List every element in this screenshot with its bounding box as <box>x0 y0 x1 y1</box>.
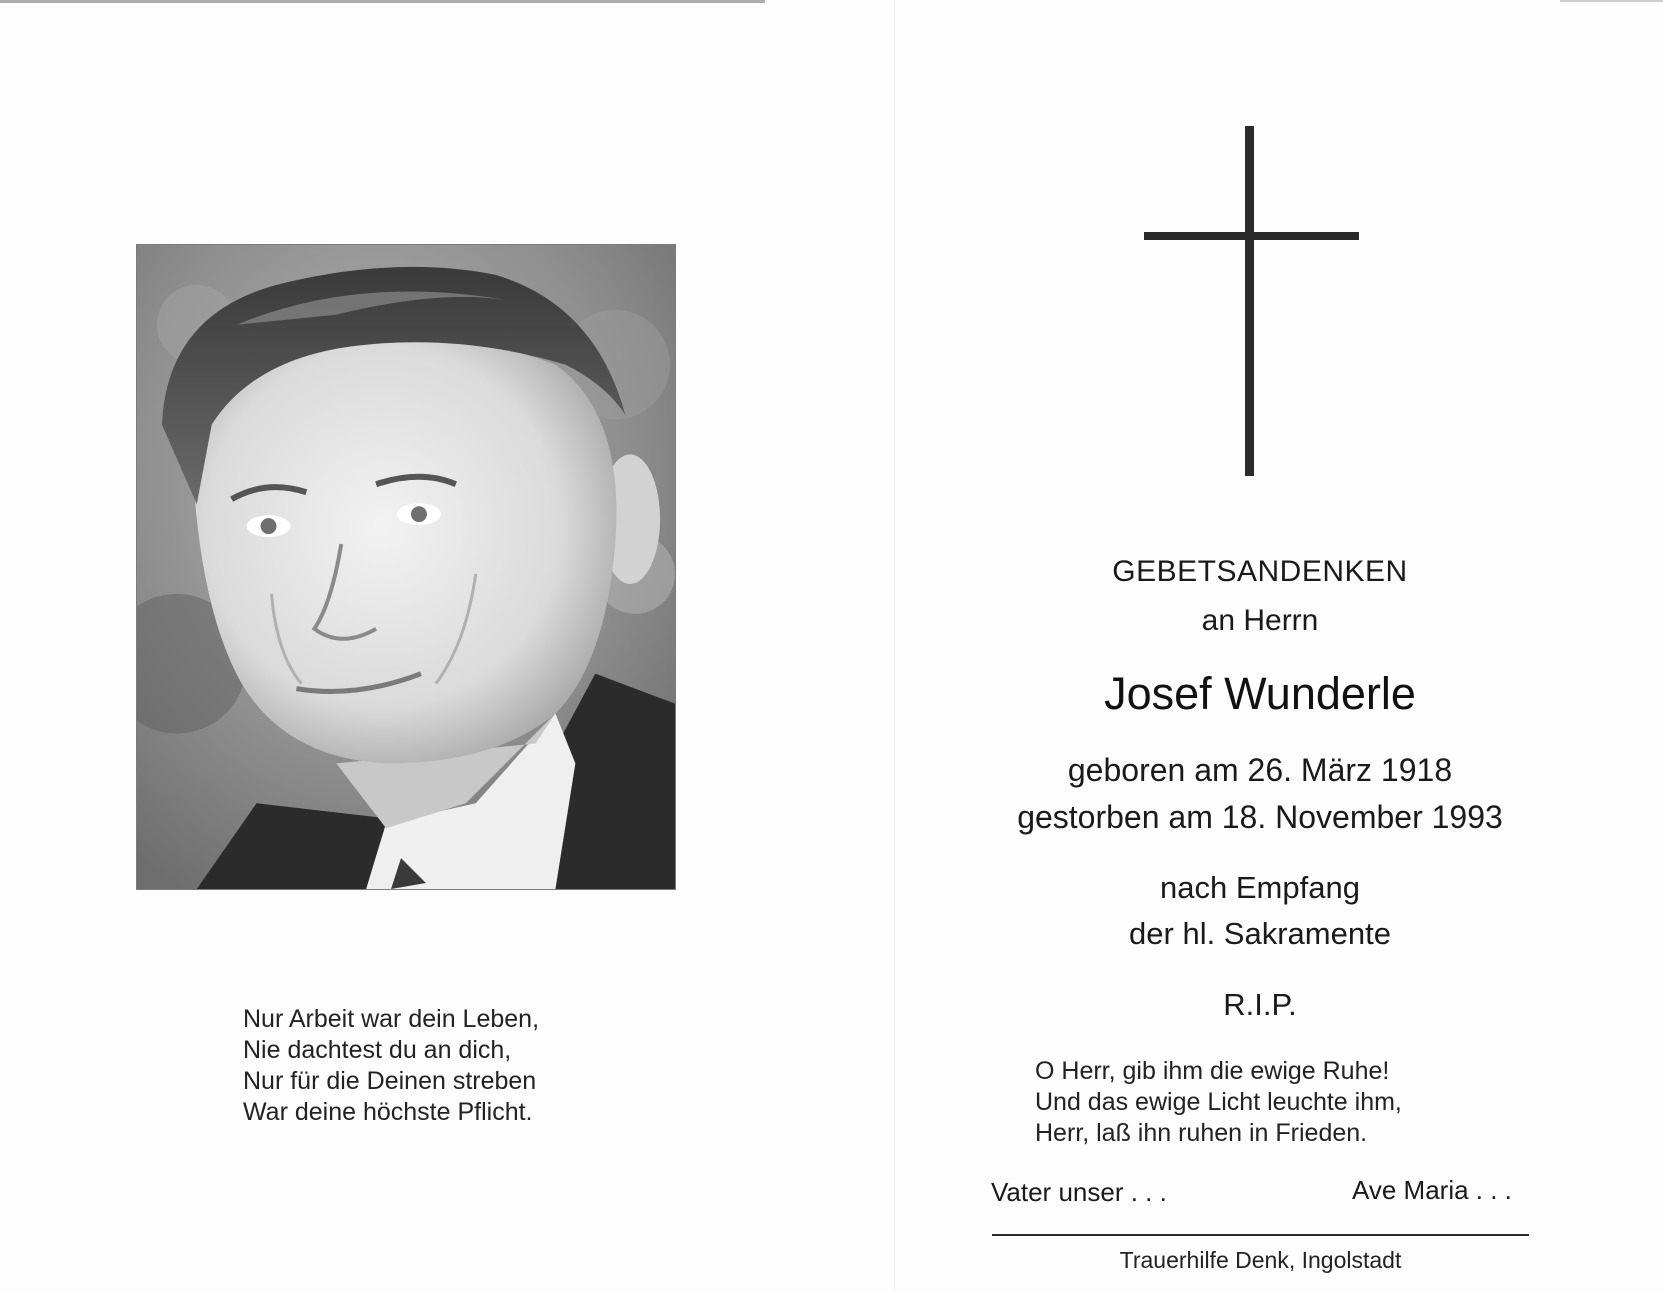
prayer-line: Herr, laß ihn ruhen in Frieden. <box>1035 1119 1368 1147</box>
ave-maria: Ave Maria . . . <box>1352 1175 1512 1205</box>
salutation: an Herrn <box>1201 604 1319 637</box>
portrait-photo <box>136 244 676 890</box>
vater-unser: Vater unser . . . <box>991 1177 1167 1207</box>
card-fold <box>894 0 895 1292</box>
poem-line: Nur für die Deinen streben <box>243 1067 537 1095</box>
portrait-photo-drawing <box>137 245 675 889</box>
deceased-name: Josef Wunderle <box>1104 668 1416 719</box>
death-date: gestorben am 18. November 1993 <box>1017 799 1503 835</box>
cross-vertical-beam <box>1245 126 1254 476</box>
sacraments-line-2: der hl. Sakramente <box>1129 916 1391 951</box>
prayer-line: Und das ewige Licht leuchte ihm, <box>1035 1088 1402 1116</box>
poem-line: Nur Arbeit war dein Leben, <box>243 1005 540 1033</box>
birth-date: geboren am 26. März 1918 <box>1067 752 1453 788</box>
scan-edge <box>0 0 765 3</box>
memorial-poem <box>243 1004 663 1128</box>
poem-line: War deine höchste Pflicht. <box>243 1098 533 1126</box>
cross-horizontal-beam <box>1144 232 1359 240</box>
sacraments-line-1: nach Empfang <box>1160 870 1360 905</box>
scan-edge <box>1560 0 1663 2</box>
rip-text: R.I.P. <box>1223 987 1297 1022</box>
footer-divider <box>992 1234 1529 1236</box>
prayer-line: O Herr, gib ihm die ewige Ruhe! <box>1035 1057 1390 1085</box>
eternal-rest-prayer <box>1035 1056 1402 1149</box>
card-heading: GEBETSANDENKEN <box>1112 555 1408 588</box>
poem-line: Nie dachtest du an dich, <box>243 1036 512 1064</box>
undertaker-credit: Trauerhilfe Denk, Ingolstadt <box>1119 1247 1402 1273</box>
